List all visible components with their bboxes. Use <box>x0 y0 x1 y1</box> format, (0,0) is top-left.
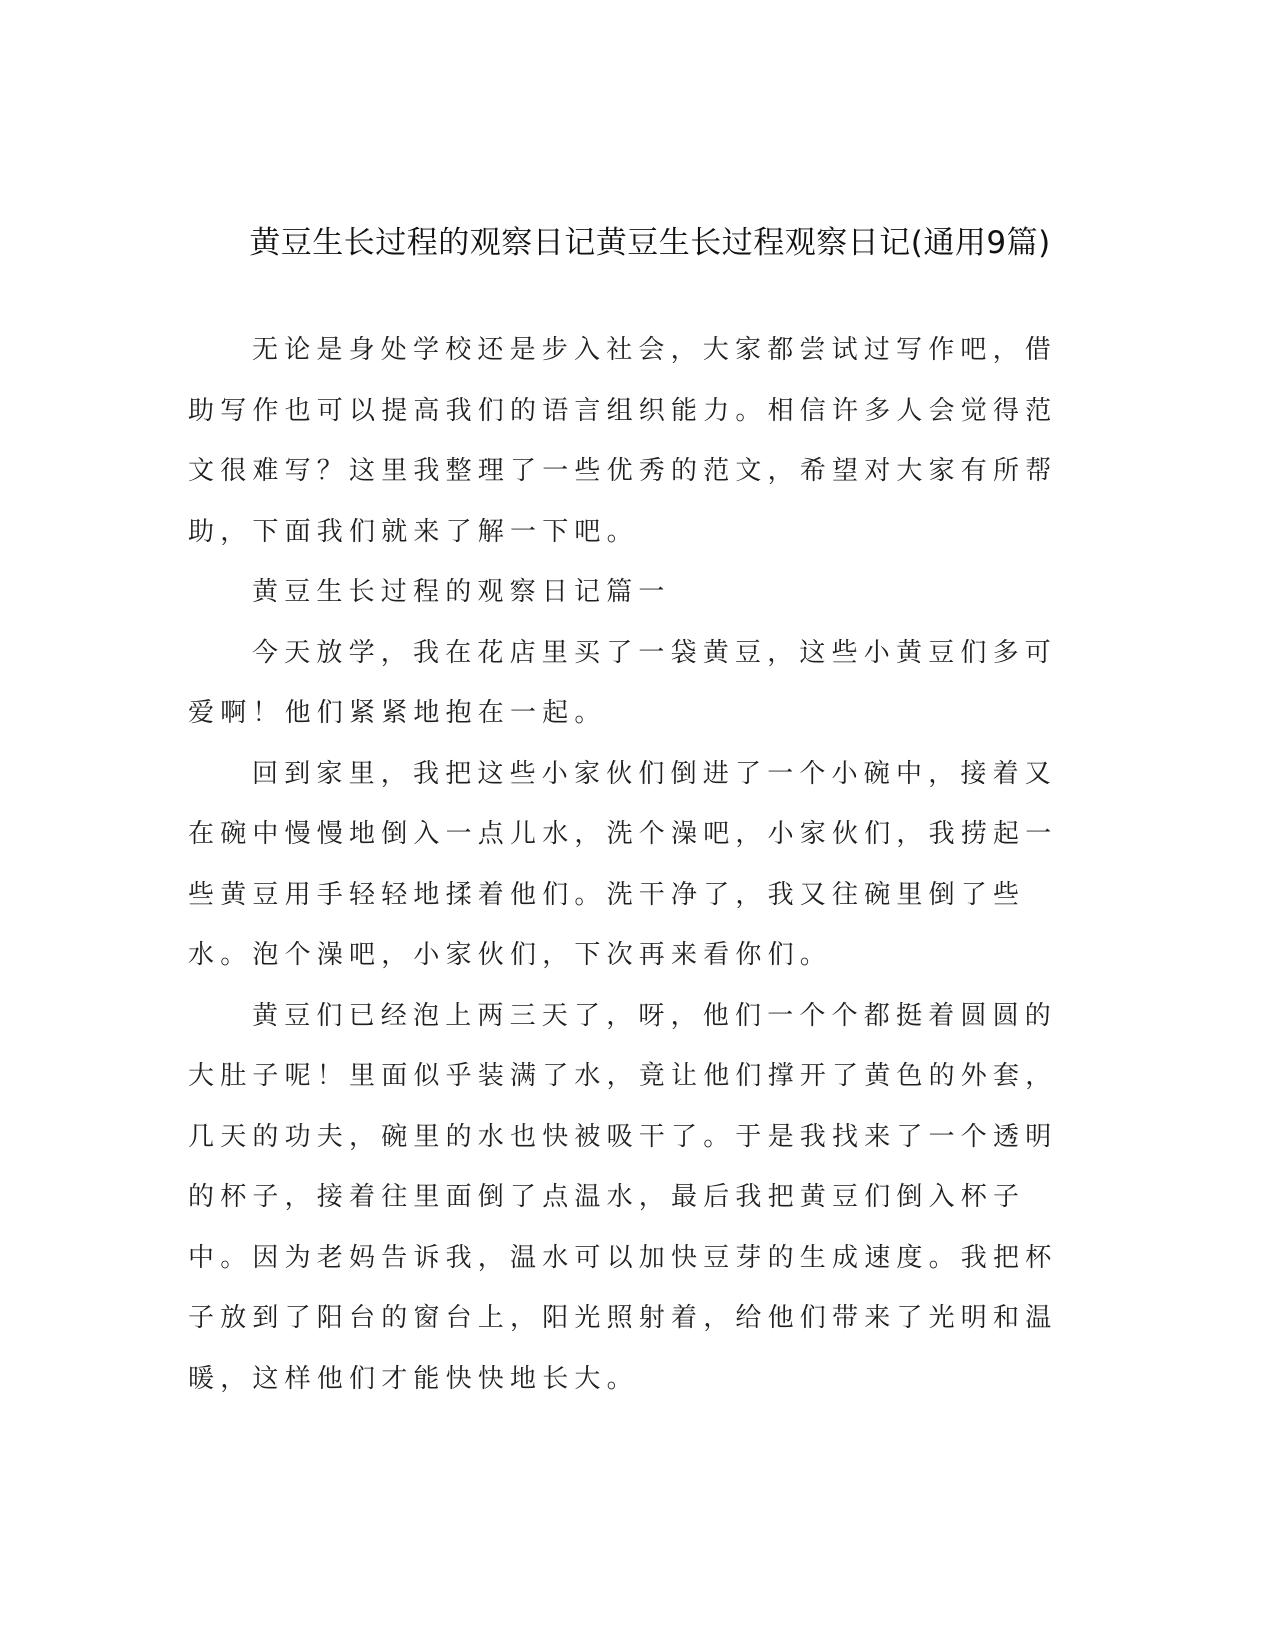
intro-paragraph: 无论是身处学校还是步入社会，大家都尝试过写作吧，借助写作也可以提高我们的语言组织能力。相信许多人会觉得范文很难写？这里我整理了一些优秀的范文，希望对大家有所帮助，下面我们就来了解一下吧。 <box>188 335 1058 547</box>
body-paragraph: 今天放学，我在花店里买了一袋黄豆，这些小黄豆们多可爱啊！他们紧紧地抱在一起。 <box>188 637 1058 728</box>
document-body <box>188 320 1068 1409</box>
document-title: 黄豆生长过程的观察日记黄豆生长过程观察日记(通用9篇) <box>249 224 1051 261</box>
body-paragraph: 黄豆们已经泡上两三天了，呀，他们一个个都挺着圆圆的大肚子呢！里面似乎装满了水，竟让他们撑开了黄色的外套，几天的功夫，碗里的水也快被吸干了。于是我找来了一个透明的杯子，接着往里面倒了点温水，最后我把黄豆们倒入杯子中。因为老妈告诉我，温水可以加快豆芽的生成速度。我把杯子放到了阳台的窗台上，阳光照射着，给他们带来了光明和温暖，这样他们才能快快地长大。 <box>188 1000 1058 1394</box>
body-paragraph: 回到家里，我把这些小家伙们倒进了一个小碗中，接着又在碗中慢慢地倒入一点儿水，洗个澡吧，小家伙们，我捞起一些黄豆用手轻轻地揉着他们。洗干净了，我又往碗里倒了些水。泡个澡吧，小家伙们，下次再来看你们。 <box>188 758 1058 970</box>
section-heading: 黄豆生长过程的观察日记篇一 <box>252 577 671 607</box>
